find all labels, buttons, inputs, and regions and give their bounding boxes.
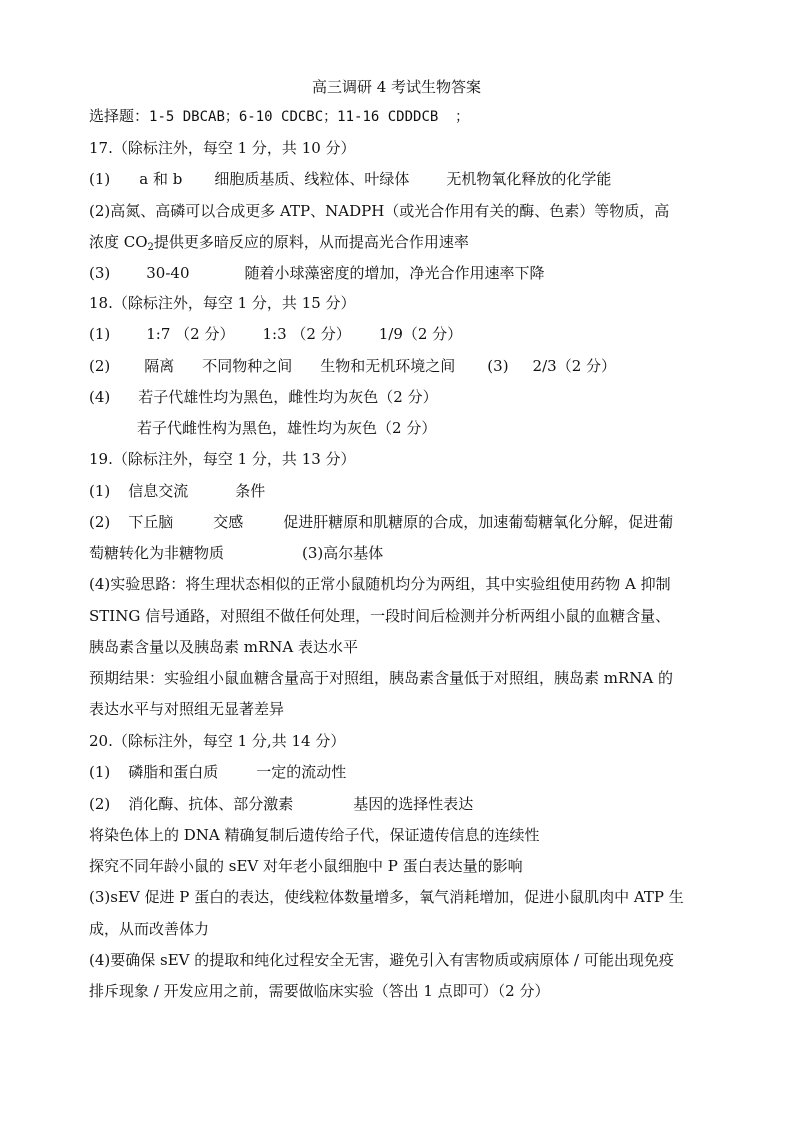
q18-part2-answer-b: 不同物种之间 — [202, 357, 293, 375]
choice-label: 选择题： — [89, 107, 150, 125]
q18-part2-3 — [89, 356, 616, 376]
q20-part1-number: (1) — [89, 763, 111, 781]
q19-part2-line1 — [89, 512, 673, 532]
q17-part1-answer-c: 无机物氧化释放的化学能 — [446, 170, 612, 188]
q19-part2-answer-a: 下丘脑 — [128, 513, 174, 531]
q20-part1-answer-b: 一定的流动性 — [256, 763, 347, 781]
q20-part2-answer-a: 消化酶、抗体、部分激素 — [128, 795, 294, 813]
q18-part4-line1 — [89, 387, 438, 407]
q19-part2-answer-c: 促进肝糖原和肌糖原的合成，加速葡萄糖氧化分解，促进葡 — [283, 513, 674, 531]
page-title: 高三调研 4 考试生物答案 — [311, 78, 482, 96]
q18-part1-answer-c: 1/9（2 分） — [378, 325, 463, 343]
q19-part3: (3)高尔基体 — [302, 544, 384, 562]
choice-answers-line — [89, 106, 469, 127]
co2-subscript: 2 — [147, 242, 154, 253]
q18-part3-number: (3) — [487, 357, 509, 375]
q18-part2-answer-a: 隔离 — [144, 357, 175, 375]
q20-part2-line1 — [89, 794, 473, 814]
q17-part2-line1: (2)高氮、高磷可以合成更多 ATP、NADPH（或光合作用有关的酶、色素）等物质，高 — [89, 202, 670, 220]
q17-part1-number: (1) — [89, 170, 111, 188]
q18-part1 — [89, 324, 462, 344]
q19-part1 — [89, 481, 265, 501]
q20-part1 — [89, 762, 346, 782]
q17-part3-answer-a: 30-40 — [146, 264, 190, 282]
q19-part1-answer-b: 条件 — [235, 482, 266, 500]
q17-part1 — [89, 169, 611, 189]
q18-part1-number: (1) — [89, 325, 111, 343]
q19-part4-line5: 表达水平与对照组无显著差异 — [89, 700, 285, 718]
q19-part4-line1: (4)实验思路：将生理状态相似的正常小鼠随机均分为两组，其中实验组使用药物 A 抑制 — [89, 575, 671, 593]
q17-part2-line2-post: 提供更多暗反应的原料，从而提高光合作用速率 — [153, 233, 469, 251]
q20-part3-line1: (3)sEV 促进 P 蛋白的表达，使线粒体数量增多，氧气消耗增加，促进小鼠肌肉中 ATP 生 — [89, 888, 684, 906]
q18-part1-answer-a: 1:7 （2 分） — [146, 325, 235, 343]
q20-part2-number: (2) — [89, 795, 111, 813]
q19-part2-line2 — [89, 543, 383, 563]
q18-part3-answer-a: 2/3（2 分） — [532, 357, 616, 375]
q20-part1-answer-a: 磷脂和蛋白质 — [128, 763, 219, 781]
q17-part1-answer-a: a 和 b — [139, 170, 183, 188]
q18-part2-number: (2) — [89, 357, 111, 375]
q19-part4-line2: STING 信号通路，对照组不做任何处理，一段时间后检测并分析两组小鼠的血糖含量、 — [89, 607, 671, 625]
q17-part2-line2 — [89, 232, 469, 252]
q19-header: 19.（除标注外，每空 1 分，共 13 分） — [89, 450, 356, 468]
q20-part4-line1: (4)要确保 sEV 的提取和纯化过程安全无害，避免引入有害物质或病原体 / 可能出现免疫 — [89, 951, 674, 969]
q17-part2-line2-pre: 浓度 CO — [89, 233, 148, 251]
q17-part3 — [89, 263, 545, 283]
q19-part1-answer-a: 信息交流 — [128, 482, 189, 500]
q19-part4-line4: 预期结果：实验组小鼠血糖含量高于对照组，胰岛素含量低于对照组，胰岛素 mRNA 的 — [89, 669, 674, 687]
q17-part3-number: (3) — [89, 264, 111, 282]
q19-part2-answer-b: 交感 — [213, 513, 244, 531]
q20-part2-line2: 将染色体上的 DNA 精确复制后遗传给子代，保证遗传信息的连续性 — [89, 826, 540, 844]
q19-part4-line3: 胰岛素含量以及胰岛素 mRNA 表达水平 — [89, 638, 359, 656]
q18-part4-answer-a: 若子代雄性均为黑色，雌性均为灰色（2 分） — [138, 388, 438, 406]
q17-part3-answer-b: 随着小球藻密度的增加，净光合作用速率下降 — [244, 264, 545, 282]
q18-part4-line2: 若子代雌性构为黑色，雄性均为灰色（2 分） — [137, 419, 437, 437]
choice-answers: 1-5 DBCAB；6-10 CDCBC；11-16 CDDDCB ； — [149, 109, 470, 125]
q18-header: 18.（除标注外，每空 1 分，共 15 分） — [89, 294, 356, 312]
q20-part3-line2: 成，从而改善体力 — [89, 920, 210, 938]
q18-part4-number: (4) — [89, 388, 111, 406]
q20-part4-line2: 排斥现象 / 开发应用之前，需要做临床实验（答出 1 点即可）（2 分） — [89, 982, 550, 1000]
q17-part1-answer-b: 细胞质基质、线粒体、叶绿体 — [214, 170, 410, 188]
q18-part2-answer-c: 生物和无机环境之间 — [320, 357, 456, 375]
q17-header: 17.（除标注外，每空 1 分，共 10 分） — [89, 139, 356, 157]
q19-part2-line2-text: 萄糖转化为非糖物质 — [89, 544, 225, 562]
q19-part1-number: (1) — [89, 482, 111, 500]
q18-part1-answer-b: 1:3 （2 分） — [262, 325, 351, 343]
q19-part2-number: (2) — [89, 513, 111, 531]
q20-part2-line3: 探究不同年龄小鼠的 sEV 对年老小鼠细胞中 P 蛋白表达量的影响 — [89, 857, 523, 875]
q20-header: 20.（除标注外，每空 1 分,共 14 分） — [89, 732, 346, 750]
q20-part2-answer-b: 基因的选择性表达 — [353, 795, 474, 813]
